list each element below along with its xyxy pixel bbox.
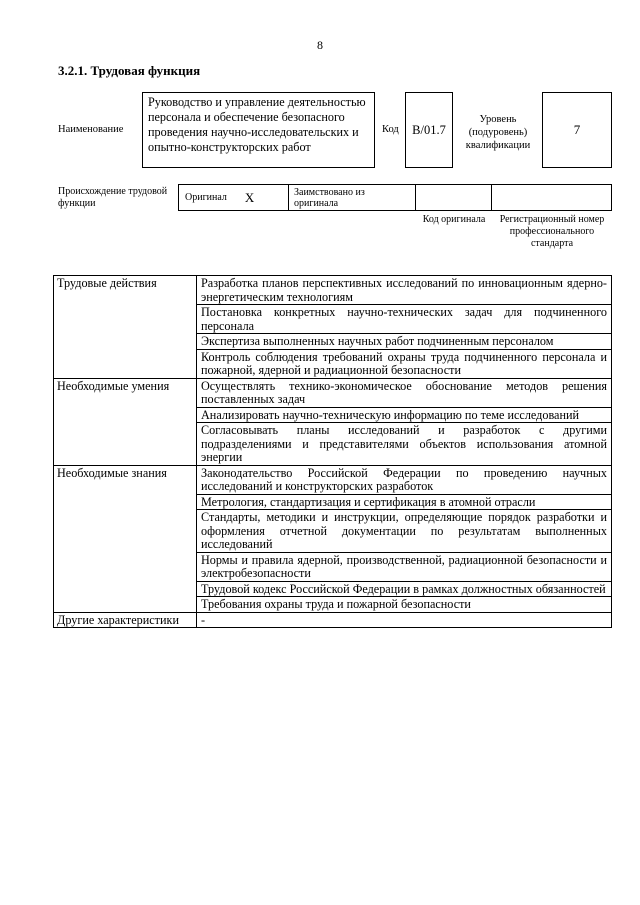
page-number: 8 <box>317 38 323 52</box>
original-label: Оригинал <box>185 192 227 203</box>
item-cell: - <box>197 612 612 628</box>
origin-original-box <box>178 184 289 211</box>
origin-label: Происхождение трудовой функции <box>58 186 168 209</box>
category-cell: Необходимые знания <box>54 465 197 612</box>
registration-number-box <box>492 184 612 211</box>
function-name-box: Руководство и управление деятельностью персонала и обеспечение безопасного проведения научно-исследовательских и опытно-конструкторских работ <box>142 92 375 168</box>
item-cell: Анализировать научно-техническую информацию по теме исследований <box>197 407 612 423</box>
registration-label: Регистрационный номер профессионального стандарта <box>499 214 605 249</box>
name-label: Наименование <box>58 124 124 135</box>
original-code-box <box>416 184 492 211</box>
item-cell: Постановка конкретных научно-технических задач для подчиненного персонала <box>197 305 612 334</box>
category-cell: Другие характеристики <box>54 612 197 628</box>
item-cell: Законодательство Российской Федерации по проведению научных исследований и конструкторских разработок <box>197 465 612 494</box>
item-cell: Контроль соблюдения требований охраны труда подчиненного персонала и пожарной, ядерной и радиационной безопасности <box>197 349 612 378</box>
level-label: Уровень (подуровень) квалификации <box>465 114 531 151</box>
code-value-box: B/01.7 <box>405 92 453 168</box>
original-mark: X <box>244 189 255 205</box>
level-value-box: 7 <box>542 92 612 168</box>
item-cell: Разработка планов перспективных исследований по инновационным ядерно-энергетическим технологиям <box>197 276 612 305</box>
category-cell: Необходимые умения <box>54 378 197 465</box>
original-code-label: Код оригинала <box>422 214 486 225</box>
item-cell: Осуществлять технико-экономическое обоснование методов решения поставленных задач <box>197 378 612 407</box>
item-cell: Стандарты, методики и инструкции, определяющие порядок разработки и оформления отчетной документации по результатам выполненных исследований <box>197 510 612 553</box>
table-row <box>54 276 612 305</box>
item-cell: Требования охраны труда и пожарной безопасности <box>197 597 612 613</box>
item-cell: Нормы и правила ядерной, производственной, радиационной безопасности и электробезопасности <box>197 552 612 581</box>
function-table <box>53 275 612 628</box>
item-cell: Метрология, стандартизация и сертификация в атомной отрасли <box>197 494 612 510</box>
code-label: Код <box>382 124 399 135</box>
item-cell: Трудовой кодекс Российской Федерации в рамках должностных обязанностей <box>197 581 612 597</box>
table-row <box>54 612 612 628</box>
table-row <box>54 378 612 407</box>
section-title: 3.2.1. Трудовая функция <box>58 63 201 78</box>
table-row <box>54 465 612 494</box>
item-cell: Согласовывать планы исследований и разработок с другими подразделениями и представителями объектов использования атомной энергии <box>197 423 612 466</box>
item-cell: Экспертиза выполненных научных работ подчиненным персоналом <box>197 334 612 350</box>
borrowed-box: Заимствовано из оригинала <box>289 184 416 211</box>
category-cell: Трудовые действия <box>54 276 197 379</box>
